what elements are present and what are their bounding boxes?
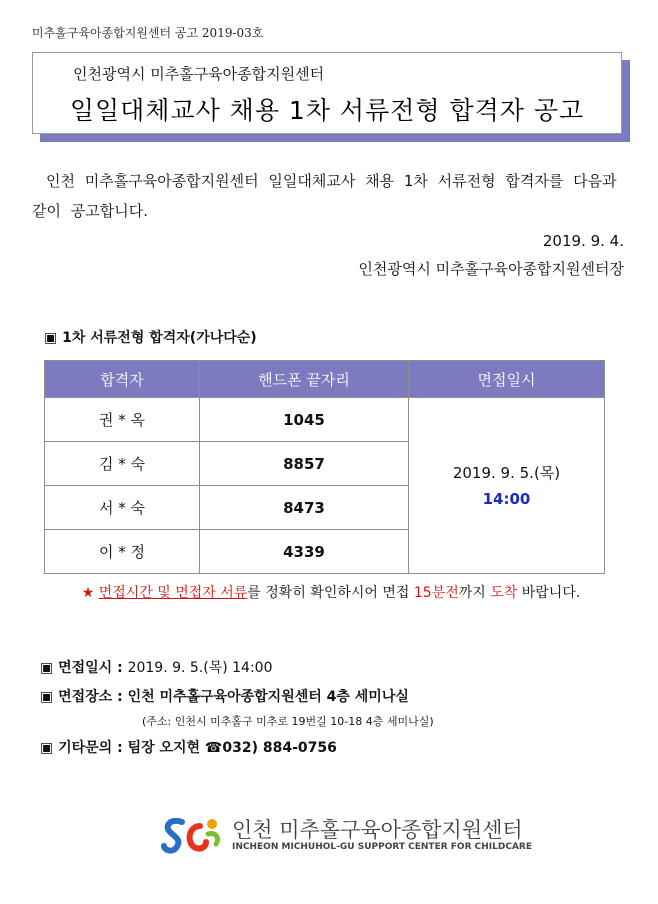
applicant-table (44, 360, 605, 574)
applicant-name: 김 * 숙 (45, 442, 200, 486)
header-applicant: 합격자 (45, 361, 200, 398)
info-value: 팀장 오지현 ☎032) 884-0756 (127, 740, 337, 756)
info-bullet: ▣ (40, 660, 54, 676)
phone-digits: 4339 (200, 530, 409, 574)
star-icon: ★ (81, 585, 95, 601)
announce-date: 2019. 9. 4. (542, 232, 624, 250)
table-header-row (45, 361, 605, 398)
info-interview-date (40, 657, 273, 677)
intro-paragraph: 인천 미추홀구육아종합지원센터 일일대체교사 채용 1차 서류전형 합격자를 다음과 같이 공고합니다. (32, 172, 617, 220)
info-contact (40, 737, 337, 757)
notice-text: 바랍니다. (517, 585, 581, 601)
info-label: 기타문의 : (58, 740, 123, 756)
section-bullet: ▣ (44, 330, 58, 346)
interview-cell (409, 398, 605, 574)
center-name-english: INCHEON MICHUHOL-GU SUPPORT CENTER FOR CHILDCARE (232, 842, 532, 852)
table-row (45, 398, 605, 442)
title-box (32, 52, 622, 134)
title-subtitle: 인천광역시 미추홀구육아종합지원센터 (73, 65, 325, 83)
section-title-text: 1차 서류전형 합격자(가나다순) (62, 330, 257, 346)
info-value: 인천 미추홀구육아종합지원센터 4층 세미나실 (127, 689, 409, 705)
center-logo-icon (160, 812, 224, 858)
section-title (44, 327, 257, 347)
header-interview: 면접일시 (409, 361, 605, 398)
info-value: 2019. 9. 5.(목) 14:00 (127, 660, 273, 676)
info-interview-place (40, 686, 409, 706)
notice-highlight-time: 15분전 (413, 585, 459, 601)
header-phone: 핸드폰 끝자리 (200, 361, 409, 398)
center-name-korean: 인천 미추홀구육아종합지원센터 (232, 818, 523, 842)
notice-text: 를 정확히 확인하시어 면접 (247, 585, 414, 601)
interview-time: 14:00 (482, 489, 531, 508)
notice-text: 까지 (458, 585, 491, 601)
info-bullet: ▣ (40, 689, 54, 705)
info-label: 면접일시 : (58, 660, 123, 676)
applicant-name: 이 * 정 (45, 530, 200, 574)
notice-line (44, 582, 618, 602)
document-number: 미추홀구육아종합지원센터 공고 2019-03호 (32, 26, 264, 40)
notice-highlight-arrive: 도착 (490, 585, 518, 601)
announcer: 인천광역시 미추홀구육아종합지원센터장 (358, 260, 624, 278)
notice-highlight-docs: 면접시간 및 면접자 서류 (98, 585, 248, 601)
phone-digits: 8857 (200, 442, 409, 486)
info-address: (주소: 인천시 미추홀구 미추로 19번길 10-18 4층 세미나실) (142, 715, 434, 728)
applicant-name: 권 * 옥 (45, 398, 200, 442)
interview-date: 2019. 9. 5.(목) (452, 463, 561, 482)
info-label: 면접장소 : (58, 689, 123, 705)
applicant-name: 서 * 숙 (45, 486, 200, 530)
phone-digits: 8473 (200, 486, 409, 530)
info-bullet: ▣ (40, 740, 54, 756)
phone-digits: 1045 (200, 398, 409, 442)
page-title: 일일대체교사 채용 1차 서류전형 합격자 공고 (69, 96, 585, 125)
